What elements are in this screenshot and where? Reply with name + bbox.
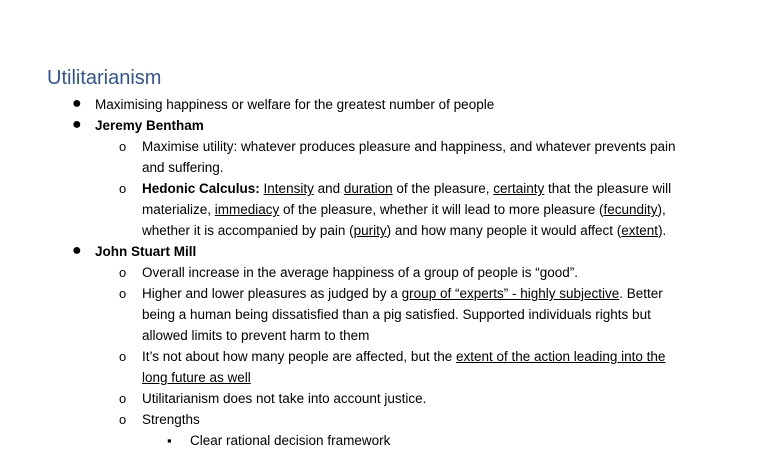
- term-duration: duration: [343, 181, 393, 196]
- text-run: ).: [658, 223, 667, 238]
- list-item: [0, 262, 784, 283]
- underlined-phrase: group of “experts” - highly subjective: [401, 286, 620, 301]
- item-text: Overall increase in the average happiness of a group of people is “good”.: [142, 265, 579, 280]
- text-run: and: [313, 181, 344, 196]
- term-extent: extent: [621, 223, 659, 238]
- underlined-phrase: long future as well: [142, 370, 251, 385]
- circle-bullet-icon: o: [119, 286, 127, 301]
- list-item: [0, 94, 784, 115]
- item-text: Strengths: [142, 412, 200, 427]
- underlined-phrase: extent of the action leading into the: [455, 349, 666, 364]
- item-text: Maximising happiness or welfare for the greatest number of people: [95, 97, 495, 112]
- term-immediacy: immediacy: [214, 202, 280, 217]
- bullet-list: [0, 94, 784, 451]
- item-text: Jeremy Bentham: [95, 118, 204, 133]
- bullet-icon: ●: [72, 242, 82, 259]
- page-title: Utilitarianism: [47, 67, 162, 89]
- list-item-hedonic-calculus: [0, 178, 784, 241]
- item-text: Clear rational decision framework: [190, 433, 391, 448]
- item-text-line: [142, 283, 784, 304]
- term-fecundity: fecundity: [603, 202, 658, 217]
- list-item-john-stuart-mill: [0, 241, 784, 262]
- circle-bullet-icon: o: [119, 391, 127, 406]
- term-purity: purity: [353, 223, 387, 238]
- text-run: that the pleasure will: [544, 181, 672, 196]
- item-text-line: [142, 367, 784, 388]
- list-item-jeremy-bentham: [0, 115, 784, 136]
- item-text: John Stuart Mill: [95, 244, 197, 259]
- term-certainty: certainty: [493, 181, 545, 196]
- bullet-icon: ●: [72, 116, 82, 133]
- text-run: materialize,: [142, 202, 215, 217]
- item-text-line: Maximise utility: whatever produces pleasure and happiness, and whatever prevents pain: [142, 139, 676, 154]
- text-run: It’s not about how many people are affected, but the: [142, 349, 456, 364]
- list-item-strengths: [0, 409, 784, 430]
- text-run: whether it is accompanied by pain (: [142, 223, 354, 238]
- list-item: [0, 283, 784, 346]
- circle-bullet-icon: o: [119, 139, 127, 154]
- item-text-line: [142, 199, 784, 220]
- item-text-line: [142, 346, 784, 367]
- text-run: Higher and lower pleasures as judged by a: [142, 286, 402, 301]
- square-bullet-icon: ▪: [167, 433, 172, 448]
- text-run: of the pleasure,: [392, 181, 494, 196]
- text-run: ),: [657, 202, 666, 217]
- item-text-line: and suffering.: [142, 160, 224, 175]
- item-text: Utilitarianism does not take into account justice.: [142, 391, 427, 406]
- circle-bullet-icon: o: [119, 181, 127, 196]
- item-text-line: being a human being dissatisfied than a pig satisfied. Supported individuals rights but: [142, 307, 651, 322]
- text-run: ) and how many people it would affect (: [386, 223, 622, 238]
- term-intensity: Intensity: [263, 181, 314, 196]
- item-text-line: allowed limits to prevent harm to them: [142, 328, 370, 343]
- bullet-icon: ●: [72, 95, 82, 112]
- text-run: . Better: [619, 286, 663, 301]
- circle-bullet-icon: o: [119, 349, 127, 364]
- hedonic-label: Hedonic Calculus:: [142, 181, 260, 196]
- circle-bullet-icon: o: [119, 412, 127, 427]
- list-item: [0, 136, 784, 178]
- list-item: [0, 346, 784, 388]
- item-text-line: [142, 220, 784, 241]
- circle-bullet-icon: o: [119, 265, 127, 280]
- text-run: of the pleasure, whether it will lead to more pleasure (: [279, 202, 604, 217]
- list-item: [0, 388, 784, 409]
- item-text-line: [142, 178, 784, 199]
